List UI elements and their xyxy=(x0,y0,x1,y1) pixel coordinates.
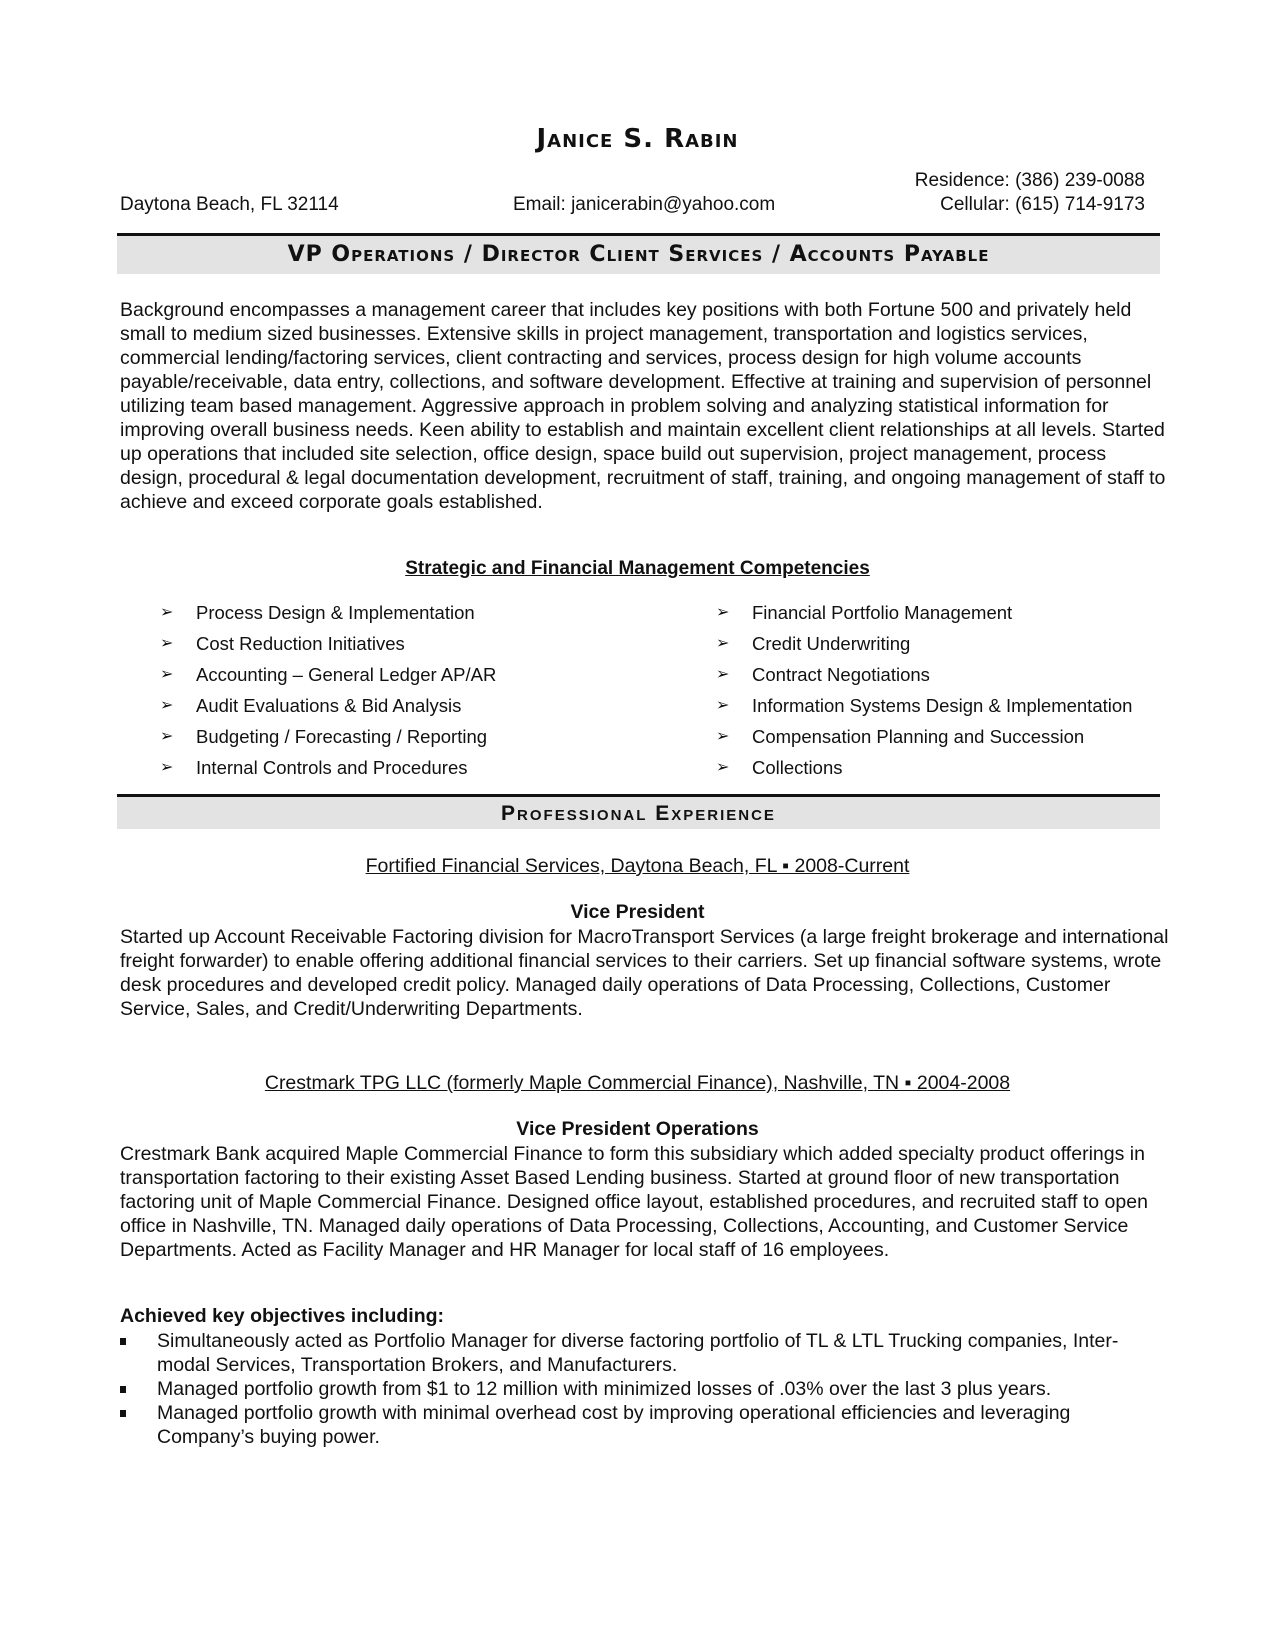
arrowhead-bullet-icon: ➢ xyxy=(160,666,174,683)
square-bullet-icon xyxy=(120,1386,126,1393)
achievements-list xyxy=(120,1329,1170,1449)
square-bullet-icon xyxy=(120,1338,126,1345)
experience-section-bar: Professional Experience xyxy=(117,794,1160,829)
job-company-line: Crestmark TPG LLC (formerly Maple Commercial Finance), Nashville, TN ▪ 2004-2008 xyxy=(264,1072,1011,1094)
arrowhead-bullet-icon: ➢ xyxy=(716,759,730,776)
competency-item: ➢ Budgeting / Forecasting / Reporting xyxy=(160,721,496,752)
job-role: Vice President xyxy=(570,901,705,923)
competency-item: ➢ Accounting – General Ledger AP/AR xyxy=(160,659,496,690)
achievement-item: Managed portfolio growth with minimal overhead cost by improving operational efficiencies and leveraging Company’s buying power. xyxy=(120,1401,1170,1449)
competencies-right-list xyxy=(716,597,1132,783)
competency-item: ➢ Process Design & Implementation xyxy=(160,597,496,628)
job-company-line: Fortified Financial Services, Daytona Beach, FL ▪ 2008-Current xyxy=(365,855,910,877)
competency-item: ➢ Financial Portfolio Management xyxy=(716,597,1132,628)
summary-paragraph: Background encompasses a management career that includes key positions with both Fortune 500 and privately held small to medium sized businesses. Extensive skills in project management, transportation and logistics services, commercial lending/factoring services, client contracting and services, process design for high volume accounts payable/receivable, data entry, collections, and software development. Effective at training and supervision of personnel utilizing team based management. Aggressive approach in problem solving and analyzing statistical information for improving overall business needs. Keen ability to establish and maintain excellent client relationships at all levels. Started up operations that included site selection, office design, space build out supervision, project management, process design, procedural & legal documentation development, recruitment of staff, training, and ongoing management of staff to achieve and exceed corporate goals established. xyxy=(120,299,1166,513)
competency-item: ➢ Credit Underwriting xyxy=(716,628,1132,659)
square-bullet-icon xyxy=(120,1410,126,1417)
arrowhead-bullet-icon: ➢ xyxy=(716,604,730,621)
email: Email: janicerabin@yahoo.com xyxy=(513,194,776,215)
competency-item: ➢ Contract Negotiations xyxy=(716,659,1132,690)
competency-item: ➢ Collections xyxy=(716,752,1132,783)
achievement-item: Simultaneously acted as Portfolio Manager for diverse factoring portfolio of TL & LTL Trucking companies, Inter-modal Services, Transportation Brokers, and Manufacturers. xyxy=(120,1329,1170,1377)
arrowhead-bullet-icon: ➢ xyxy=(160,635,174,652)
achievement-item: Managed portfolio growth from $1 to 12 million with minimized losses of .03% over the last 3 plus years. xyxy=(120,1377,1170,1401)
competencies-heading: Strategic and Financial Management Competencies xyxy=(405,558,870,579)
arrowhead-bullet-icon: ➢ xyxy=(160,759,174,776)
arrowhead-bullet-icon: ➢ xyxy=(160,604,174,621)
arrowhead-bullet-icon: ➢ xyxy=(716,635,730,652)
competency-item: ➢ Internal Controls and Procedures xyxy=(160,752,496,783)
target-title-bar: VP Operations / Director Client Services / Accounts Payable xyxy=(117,233,1160,274)
arrowhead-bullet-icon: ➢ xyxy=(716,697,730,714)
job-description: Started up Account Receivable Factoring division for MacroTransport Services (a large freight brokerage and international freight forwarder) to enable offering additional financial services to their carriers. Set up financial software systems, wrote desk procedures and developed credit policy. Managed daily operations of Data Processing, Collections, Customer Service, Sales, and Credit/Underwriting Departments. xyxy=(120,926,1169,1020)
phone-numbers xyxy=(915,169,1145,217)
competency-item: ➢ Cost Reduction Initiatives xyxy=(160,628,496,659)
competency-item: ➢ Compensation Planning and Succession xyxy=(716,721,1132,752)
arrowhead-bullet-icon: ➢ xyxy=(716,728,730,745)
competencies-left-list xyxy=(160,597,496,783)
arrowhead-bullet-icon: ➢ xyxy=(160,728,174,745)
residence-phone: Residence: (386) 239-0088 xyxy=(914,170,1145,191)
job-role: Vice President Operations xyxy=(516,1118,759,1140)
competency-item: ➢ Information Systems Design & Implementation xyxy=(716,690,1132,721)
cellular-phone: Cellular: (615) 714-9173 xyxy=(940,194,1145,215)
achievements-heading: Achieved key objectives including: xyxy=(120,1305,445,1327)
job-description: Crestmark Bank acquired Maple Commercial Finance to form this subsidiary which added specialty product offerings in transportation factoring to their existing Asset Based Lending business. Started at ground floor of new transportation factoring unit of Maple Commercial Finance. Designed office layout, established procedures, and recruited staff to open office in Nashville, TN. Managed daily operations of Data Processing, Collections, Accounting, and Customer Service Departments. Acted as Facility Manager and HR Manager for local staff of 16 employees. xyxy=(120,1143,1148,1261)
location: Daytona Beach, FL 32114 xyxy=(120,194,339,215)
arrowhead-bullet-icon: ➢ xyxy=(160,697,174,714)
competency-item: ➢ Audit Evaluations & Bid Analysis xyxy=(160,690,496,721)
arrowhead-bullet-icon: ➢ xyxy=(716,666,730,683)
candidate-name: Janice S. Rabin xyxy=(536,124,739,154)
